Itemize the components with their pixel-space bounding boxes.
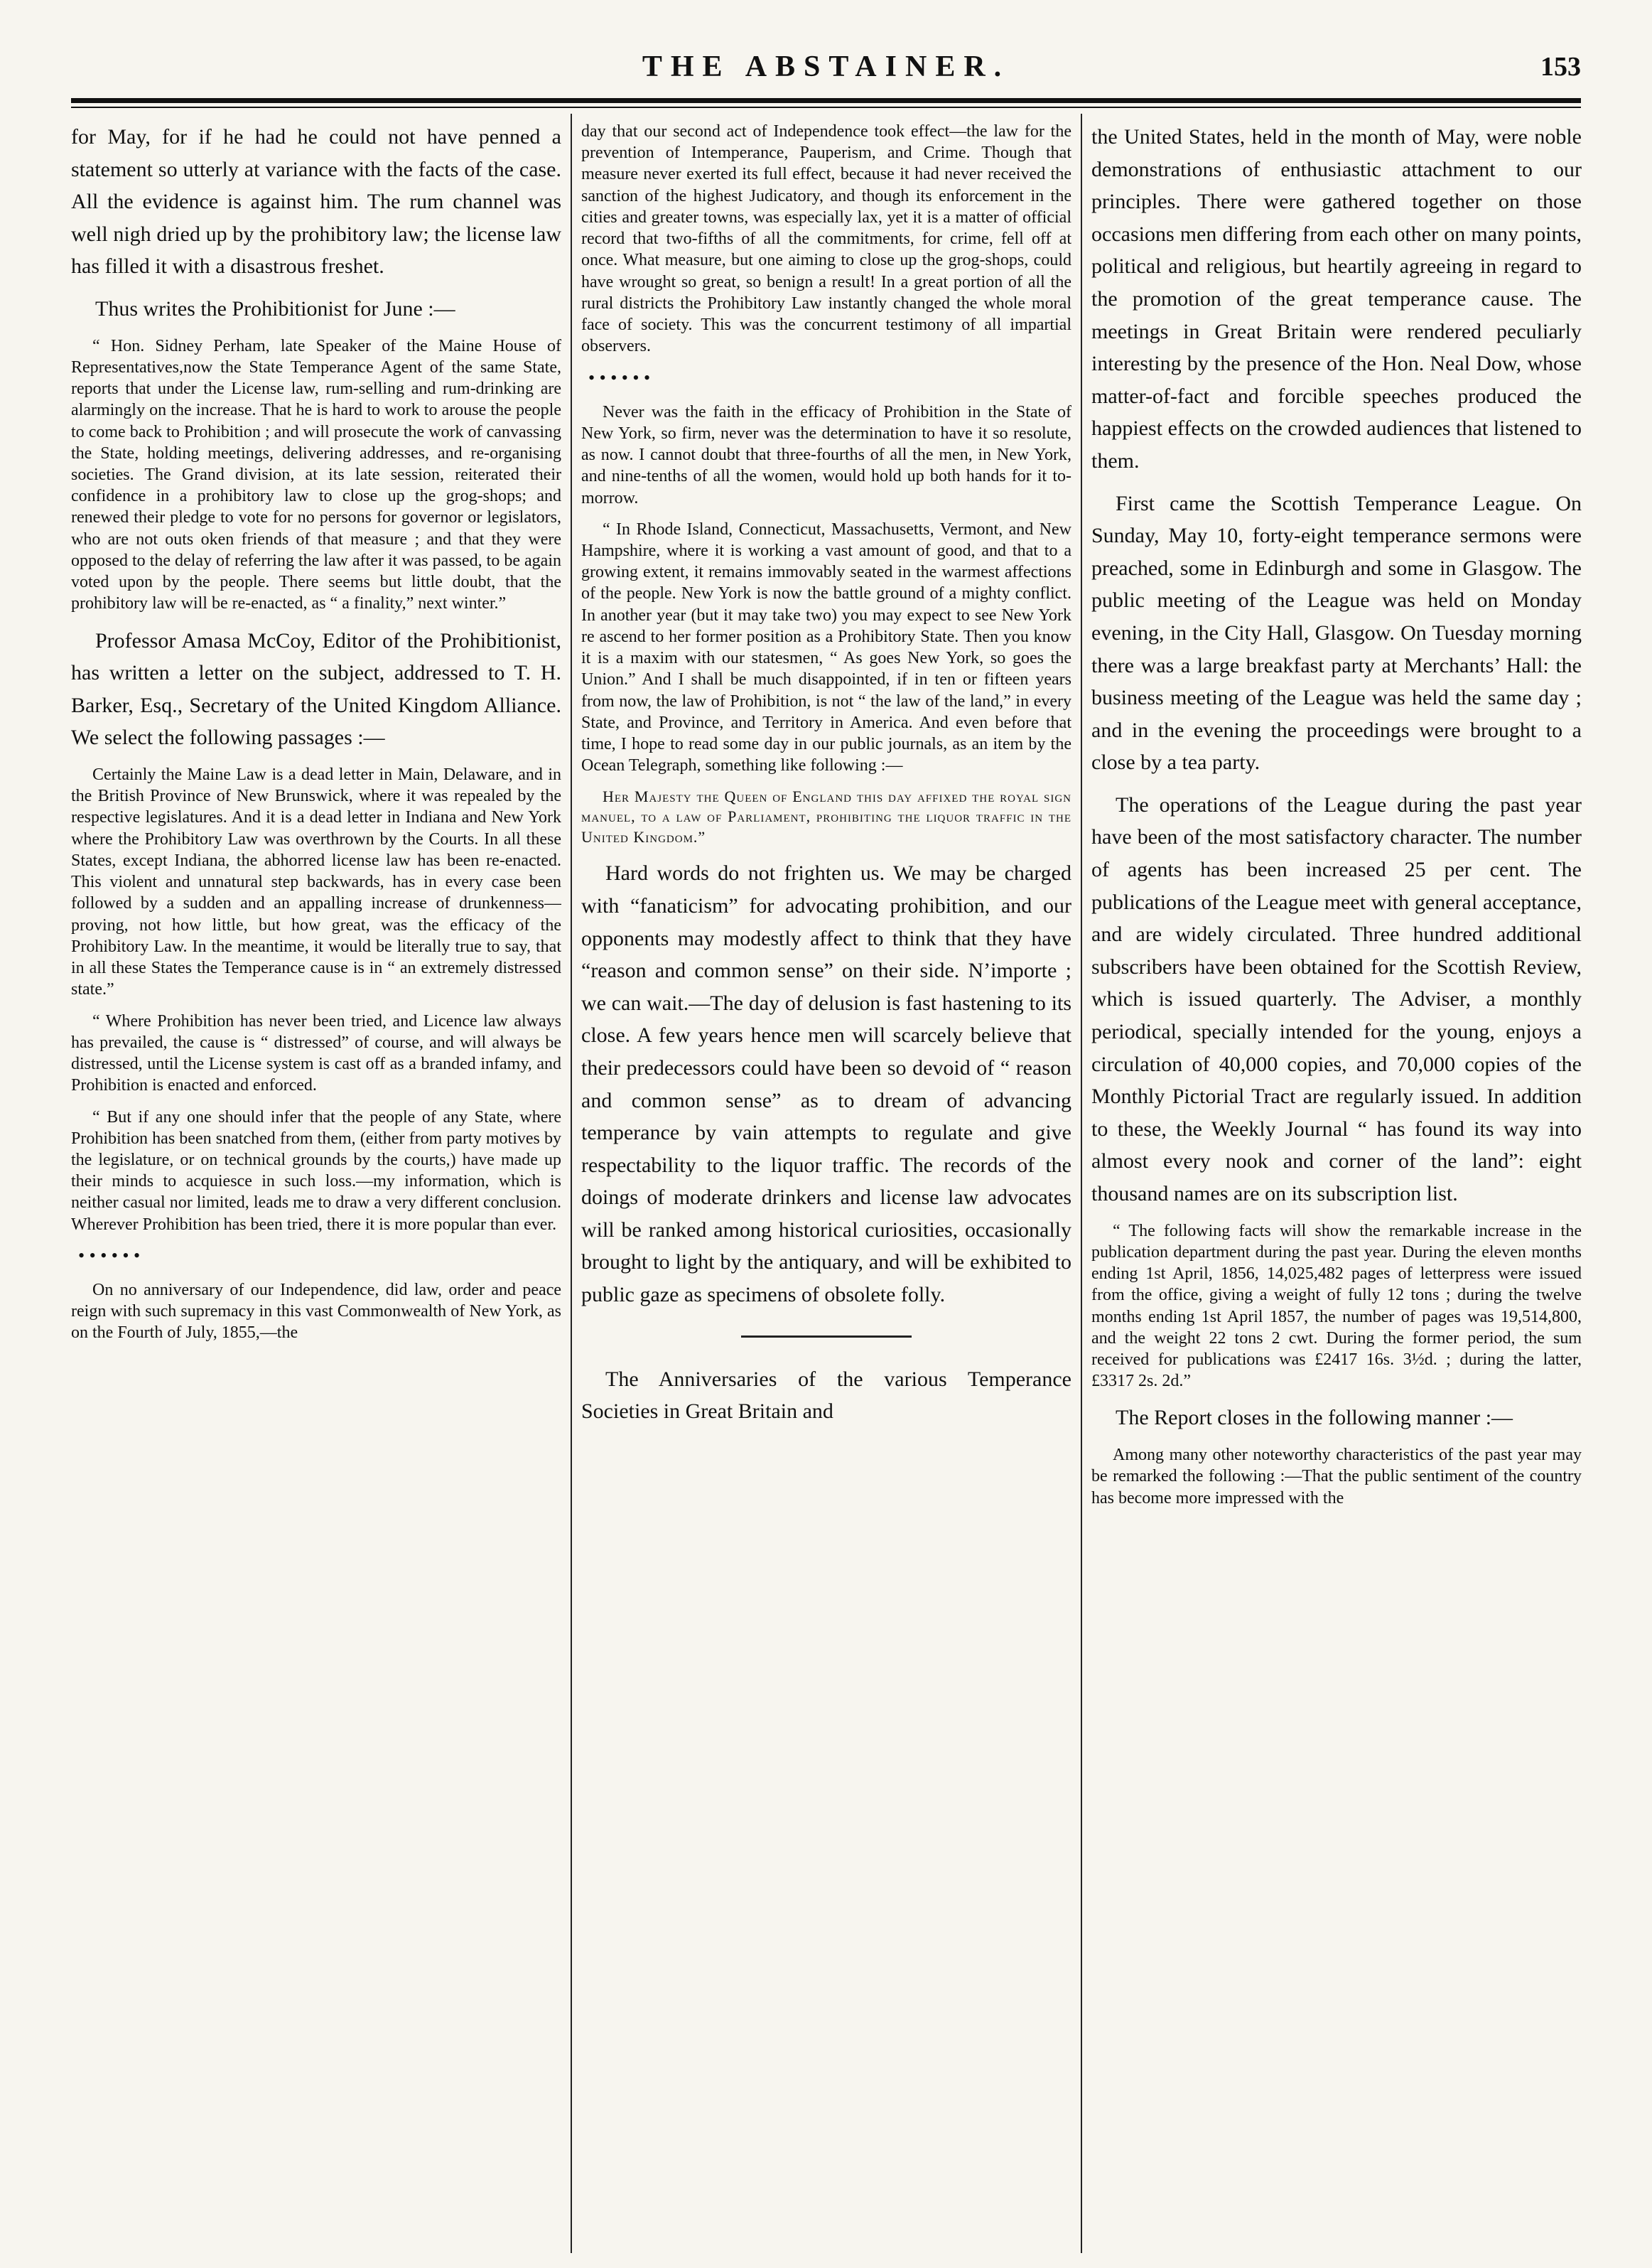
masthead-title: THE ABSTAINER. bbox=[642, 50, 1010, 83]
quoted-paragraph: “ In Rhode Island, Connecticut, Massachusetts, Vermont, and New Hampshire, where it is working a vast amount of good, and that to a growing extent, it remains immovably seated in the warmest affections of the people. New York is now the battle ground of a mighty conflict. In another year (but it may take two) you may expect to see New York re ascend to her former position as a Prohibitory State. Then you know it is a maxim with our statesmen, “ As goes New York, so goes the Union.” And I shall be much disappointed, if in ten or fifteen years from now, the law of Prohibition, is not “ the law of the land,” in every State, and Province, and Territory in America. And even before that time, I hope to read some day in our public journals, as an item by the Ocean Telegraph, something like following :— bbox=[581, 520, 1071, 775]
header-rule-thin bbox=[71, 107, 1581, 108]
column-separator bbox=[571, 114, 572, 2253]
paragraph: The operations of the League during the past year have been of the most satisfactory character. The number of agents has been increased 25 per cent. The publications of the League meet with general acceptance, and are widely circulated. Three hundred additional subscribers have been obtained for the Scottish Review, which is issued quarterly. The Adviser, a monthly periodical, specially intended for the young, enjoys a circulation of 40,000 copies, and 70,000 copies of the Monthly Pictorial Tract are regularly issued. In addition to these, the Weekly Journal “ has found its way into almost every nook and corner of the land”: eight thousand names are on its subscription list. bbox=[1091, 792, 1582, 1205]
paragraph: Professor Amasa McCoy, Editor of the Prohibitionist, has written a letter on the subject, addressed to T. H. Barker, Esq., Secretary of the United Kingdom Alliance. We select the following passages :— bbox=[71, 628, 561, 750]
paragraph: for May, for if he had he could not have penned a statement so utterly at variance with the facts of the case. All the evidence is against him. The rum channel was well nigh dried up by the prohibitory law; the license law has filled it with a disastrous freshet. bbox=[71, 125, 561, 279]
quoted-paragraph: Among many other noteworthy characteristics of the past year may be remarked the following :—That the public sentiment of the country has become more impressed with the bbox=[1091, 1446, 1582, 1507]
quoted-paragraph: day that our second act of Independence took effect—the law for the prevention of Intemperance, Pauperism, and Crime. Though that measure never exerted its full effect, because it had never received the sanction of the highest Judicatory, and though its enforcement in the cities and greater towns, was especially lax, yet it is a matter of official record that two-fifths of all the commitments, for crime, fell off at once. What measure, but one aiming to close up the grog-shops, could have wrought so great, so benign a result! In a great portion of all the rural districts the Prohibitory Law instantly changed the whole moral face of society. This was the concurrent testimony of all impartial observers. bbox=[581, 122, 1071, 356]
quoted-paragraph: “ Where Prohibition has never been tried, and Licence law always has prevailed, the cause is “ distressed” of course, and will always be distressed, until the License system is cast off as a branded infamy, and Prohibition is enacted and enforced. bbox=[71, 1011, 561, 1095]
header-rule-thick bbox=[71, 98, 1581, 103]
quoted-paragraph: Never was the faith in the efficacy of Prohibition in the State of New York, so firm, never was the determination to have it so resolute, as now. I cannot doubt that three-fourths of all the men, in New York, and nine-tenths of all the women, would hold up both hands for it to-morrow. bbox=[581, 402, 1071, 507]
quoted-paragraph: “ The following facts will show the remarkable increase in the publication department during the past year. During the eleven months ending 1st April, 1856, 14,025,482 pages of letterpress were issued from the office, giving a weight of fully 12 tons ; during the twelve months ending 1st April 1857, the number of pages was 19,514,800, and the weight 22 tons 2 cwt. During the former period, the sum received for publications was £2417 16s. 3½d. ; during the latter, £3317 2s. 2d.” bbox=[1091, 1221, 1582, 1391]
paragraph: Thus writes the Prohibitionist for June :— bbox=[95, 296, 455, 321]
page-header bbox=[71, 50, 1581, 94]
quoted-paragraph: On no anniversary of our Independence, did law, order and peace reign with such supremacy in this vast Commonwealth of New York, as on the Fourth of July, 1855,—the bbox=[71, 1280, 561, 1343]
section-stars: • • • • • • bbox=[588, 367, 651, 388]
column-1 bbox=[71, 121, 561, 2242]
quoted-paragraph: Certainly the Maine Law is a dead letter in Main, Delaware, and in the British Province of New Brunswick, where it was repealed by the respective legislatures. And it is a dead letter in Indiana and New York where the Prohibitory Law was overthrown by the Courts. In all these States, except Indiana, the abhorred license law has been re-enacted. This violent and unnatural step backwards, has in every case been followed by a sudden and an appalling increase of drunkenness—proving, not how little, but how great, was the efficacy of the Prohibitory Law. In the meantime, it would be literally true to say, that in all these States the Temperance cause is in “ an extremely distressed state.” bbox=[71, 765, 561, 999]
paragraph: First came the Scottish Temperance League. On Sunday, May 10, forty-eight temperance sermons were preached, some in Edinburgh and some in Glasgow. The public meeting of the League was held on Monday evening, in the City Hall, Glasgow. On Tuesday morning there was a large breakfast party at Merchants’ Hall: the business meeting of the League was held the same day ; and in the evening the proceedings were brought to a close by a tea party. bbox=[1091, 491, 1582, 775]
paragraph: The Anniversaries of the various Temperance Societies in Great Britain and bbox=[581, 1367, 1071, 1424]
paragraph: The Report closes in the following manner :— bbox=[1116, 1406, 1513, 1430]
page-number: 153 bbox=[1540, 52, 1581, 82]
section-stars: • • • • • • bbox=[78, 1245, 141, 1266]
paragraph: the United States, held in the month of May, were noble demonstrations of enthusiastic attachment to our principles. There were gathered together on those occasions men differing from each other on many points, political and religious, but heartily agreeing in regard to the promotion of the great temperance cause. The meetings in Great Britain were rendered peculiarly interesting by the presence of the Hon. Neal Dow, whose matter-of-fact and forcible speeches produced the happiest effects on the crowded audiences that listened to them. bbox=[1091, 125, 1582, 473]
quoted-telegraph: Her Majesty the Queen of England this day affixed the royal sign manuel, to a law of Parliament, prohibiting the liquor traffic in the United Kingdom.” bbox=[581, 787, 1071, 846]
quoted-paragraph: “ Hon. Sidney Perham, late Speaker of the Maine House of Representatives,now the State Temperance Agent of the same State, reports that under the License law, rum-selling and rum-drinking are alarmingly on the increase. That he is hard to work to arouse the people to come back to Prohibition ; and will prosecute the work of canvassing the State, holding meetings, delivering addresses, and re-organising societies. The Grand division, at its late session, reiterated their confidence in a prohibitory law to close up the grog-shops; and renewed their pledge to vote for no persons for governor or legislators, who are not outs oken friends of that measure ; and that they were opposed to the delay of referring the law after it was passed, to be again voted upon by the people. There seems but little doubt, that the prohibitory law will be re-enacted, as “ a finality,” next winter.” bbox=[71, 336, 561, 613]
column-2 bbox=[581, 121, 1071, 2242]
column-3 bbox=[1091, 121, 1582, 2242]
quoted-paragraph: “ But if any one should infer that the people of any State, where Prohibition has been snatched from them, (either from party motives by the legislature, or on technical grounds by the courts,) have made up their minds to acquiesce in such loss.—my information, which is neither casual nor limited, leads me to draw a very different conclusion. Wherever Prohibition has been tried, there it is more popular than ever. bbox=[71, 1107, 561, 1234]
paragraph: Hard words do not frighten us. We may be charged with “fanaticism” for advocating prohibition, and our opponents may modestly affect to think that they have “reason and common sense” on their side. N’importe ; we can wait.—The day of delusion is fast hastening to its close. A few years hence men will scarcely believe that their predecessors could have been so devoid of “ reason and common sense” as to dream of advancing temperance by vain attempts to regulate and give respectability to the liquor traffic. The records of the doings of moderate drinkers and license law advocates will be ranked among historical curiosities, occasionally brought to light by the antiquary, and will be exhibited to public gaze as specimens of obsolete folly. bbox=[581, 861, 1071, 1307]
column-separator bbox=[1081, 114, 1082, 2253]
section-divider bbox=[741, 1335, 912, 1338]
